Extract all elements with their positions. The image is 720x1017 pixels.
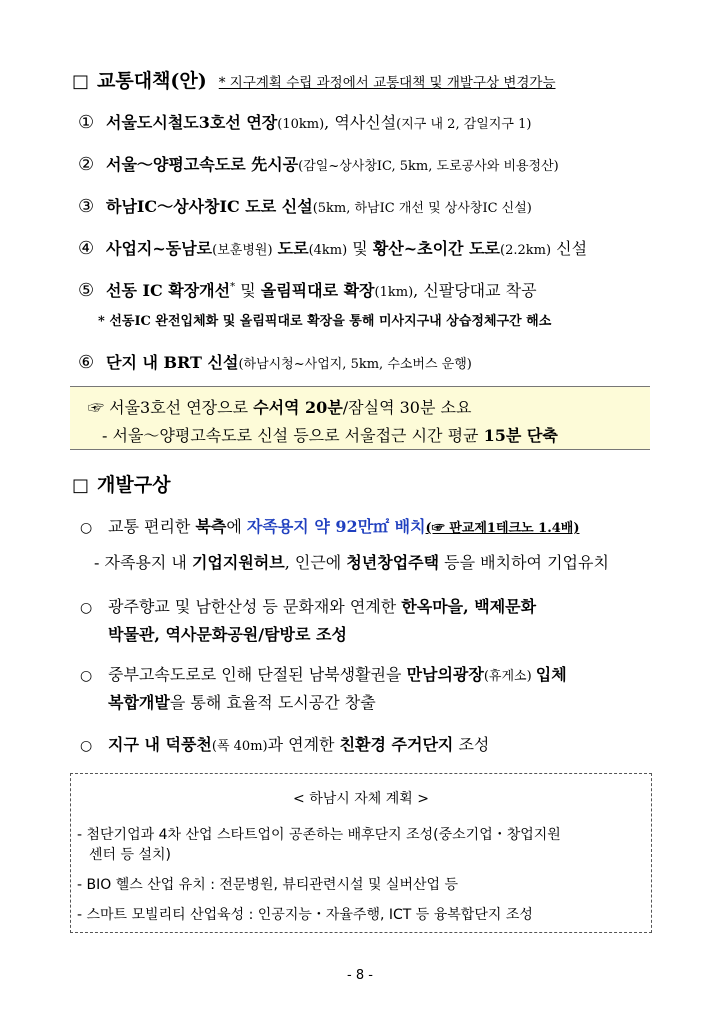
summary-text: /잠실역 30분 소요 (342, 398, 472, 417)
bullet-detail: (휴게소) (483, 669, 536, 684)
bullet-text: 광주향교 및 남한산성 등 문화재와 연계한 (108, 597, 402, 616)
item-title: 단지 내 BRT 신설 (106, 353, 239, 372)
sub-text: - 자족용지 내 (94, 553, 192, 572)
bullet-text: 과 연계한 (267, 735, 340, 754)
item-detail: (감일~상사창IC, 5km, 도로공사와 비용정산) (298, 159, 559, 174)
bullet-emphasis: 친환경 주거단지 (339, 735, 454, 754)
section-heading-transport (72, 66, 556, 93)
bullet-text: 중부고속도로로 인해 단절된 남북생활권을 (108, 665, 407, 684)
transport-item-3 (78, 194, 532, 217)
summary-emphasis: 15분 단축 (483, 426, 558, 445)
section-title: 교통대책(안) (97, 70, 207, 92)
item-detail: (지구 내 2, 감일지구 1) (396, 117, 532, 132)
item-number: ① (78, 112, 95, 133)
square-bullet-icon: □ (72, 71, 90, 92)
item-title: 서울도시철도3호선 연장 (106, 113, 278, 132)
bullet-emphasis: 만남의광장 (406, 665, 484, 684)
item-detail: (5km, 하남IC 개선 및 상사창IC 신설) (312, 201, 532, 216)
circle-bullet-icon: ○ (80, 738, 93, 754)
circle-bullet-icon: ○ (80, 520, 93, 536)
bullet-emphasis: 복합개발 (108, 693, 170, 712)
circle-bullet-icon: ○ (80, 668, 93, 684)
city-plan-line-3: - 스마트 모빌리티 산업육성 : 인공지능・자율주행, ICT 등 융복합단지 조성 (77, 907, 533, 923)
footnote-marker: * (230, 281, 236, 293)
summary-line-2 (102, 423, 558, 446)
city-plan-line-1-cont: 센터 등 설치) (89, 847, 171, 863)
item-detail: (4km) (308, 243, 348, 258)
item-detail: (하남시청~사업지, 5km, 수소버스 운행) (238, 357, 472, 372)
dev-bullet-4 (80, 732, 489, 755)
dev-bullet-1 (80, 514, 579, 537)
bullet-text: 조성 (453, 735, 490, 754)
item-5-footnote: * 선동IC 완전입체화 및 올림픽대로 확장을 통해 미사지구내 상습정체구간 해소 (98, 314, 552, 329)
city-plan-box (70, 773, 652, 933)
sub-text: , 인근에 (284, 553, 347, 572)
item-title: 올림픽대로 확장 (260, 281, 375, 300)
dev-bullet-3 (80, 662, 567, 685)
city-plan-line-1: - 첨단기업과 4차 산업 스타트업이 공존하는 배후단지 조성(중소기업・창업지원 (77, 827, 561, 843)
transport-item-6 (78, 350, 472, 373)
item-detail: (1km) (374, 285, 414, 300)
item-title: 하남IC～상사창IC 도로 신설 (106, 197, 313, 216)
bullet-emphasis: 지구 내 덕풍천 (108, 735, 212, 754)
square-bullet-icon: □ (72, 475, 90, 496)
item-detail: (보훈병원) (212, 243, 273, 258)
summary-text: - 서울～양평고속도로 신설 등으로 서울접근 시간 평균 (102, 426, 484, 445)
section-note: * 지구계획 수립 과정에서 교통대책 및 개발구상 변경가능 (218, 75, 556, 91)
city-plan-line-2: - BIO 헬스 산업 유치 : 전문병원, 뷰티관련시설 및 실버산업 등 (77, 877, 459, 893)
summary-emphasis: 수서역 20분 (253, 398, 343, 417)
page-number: - 8 - (347, 968, 373, 983)
item-number: ② (78, 154, 95, 175)
item-number: ⑤ (78, 280, 95, 301)
summary-line-1 (88, 395, 471, 418)
transport-item-1 (78, 110, 531, 133)
item-text: 및 (347, 239, 373, 258)
sub-emphasis: 청년창업주택 (346, 553, 440, 572)
pointing-hand-icon: ☞ (88, 398, 105, 417)
city-plan-title: < 하남시 자체 계획 > (293, 791, 429, 807)
dev-bullet-2 (80, 594, 536, 617)
item-text: , 역사신설 (324, 113, 397, 132)
bullet-comparison: (☞ 판교제1테크노 1.4배) (425, 521, 580, 536)
summary-highlight-box (70, 386, 650, 450)
item-number: ③ (78, 196, 95, 217)
sub-emphasis: 기업지원허브 (191, 553, 285, 572)
bullet-emphasis: 북측 (195, 517, 227, 536)
dev-bullet-3-continuation (108, 690, 376, 713)
item-title: 선동 IC 확장개선 (106, 281, 231, 300)
section-title: 개발구상 (97, 474, 171, 496)
section-heading-development (72, 470, 170, 497)
transport-item-4 (78, 236, 587, 259)
bullet-highlight: 자족용지 약 92만㎡ 배치 (246, 517, 426, 536)
item-title: 도로 (277, 239, 309, 258)
bullet-detail: (폭 40m) (211, 739, 268, 754)
sub-text: 등을 배치하여 기업유치 (439, 553, 609, 572)
item-title: 황산~초이간 도로 (372, 239, 500, 258)
item-title: 서울～양평고속도로 先시공 (106, 155, 299, 174)
item-text: 및 (235, 281, 261, 300)
bullet-text: 에 (226, 517, 247, 536)
summary-text: 서울3호선 연장으로 (109, 398, 254, 417)
transport-item-2 (78, 152, 559, 175)
item-number: ⑥ (78, 352, 95, 373)
transport-item-5 (78, 278, 537, 301)
item-title: 사업지~동남로 (106, 239, 213, 258)
dev-bullet-2-continuation: 박물관, 역사문화공원/탐방로 조성 (108, 625, 347, 644)
item-detail: (10km) (277, 117, 325, 132)
bullet-emphasis: 한옥마을, 백제문화 (401, 597, 537, 616)
item-text: , 신팔당대교 착공 (413, 281, 537, 300)
bullet-emphasis: 입체 (535, 665, 567, 684)
item-detail: (2.2km) (500, 243, 552, 258)
dev-sub-item (94, 550, 609, 573)
item-number: ④ (78, 238, 95, 259)
circle-bullet-icon: ○ (80, 600, 93, 616)
bullet-text: 교통 편리한 (108, 517, 196, 536)
bullet-text: 을 통해 효율적 도시공간 창출 (169, 693, 376, 712)
item-text: 신설 (551, 239, 588, 258)
